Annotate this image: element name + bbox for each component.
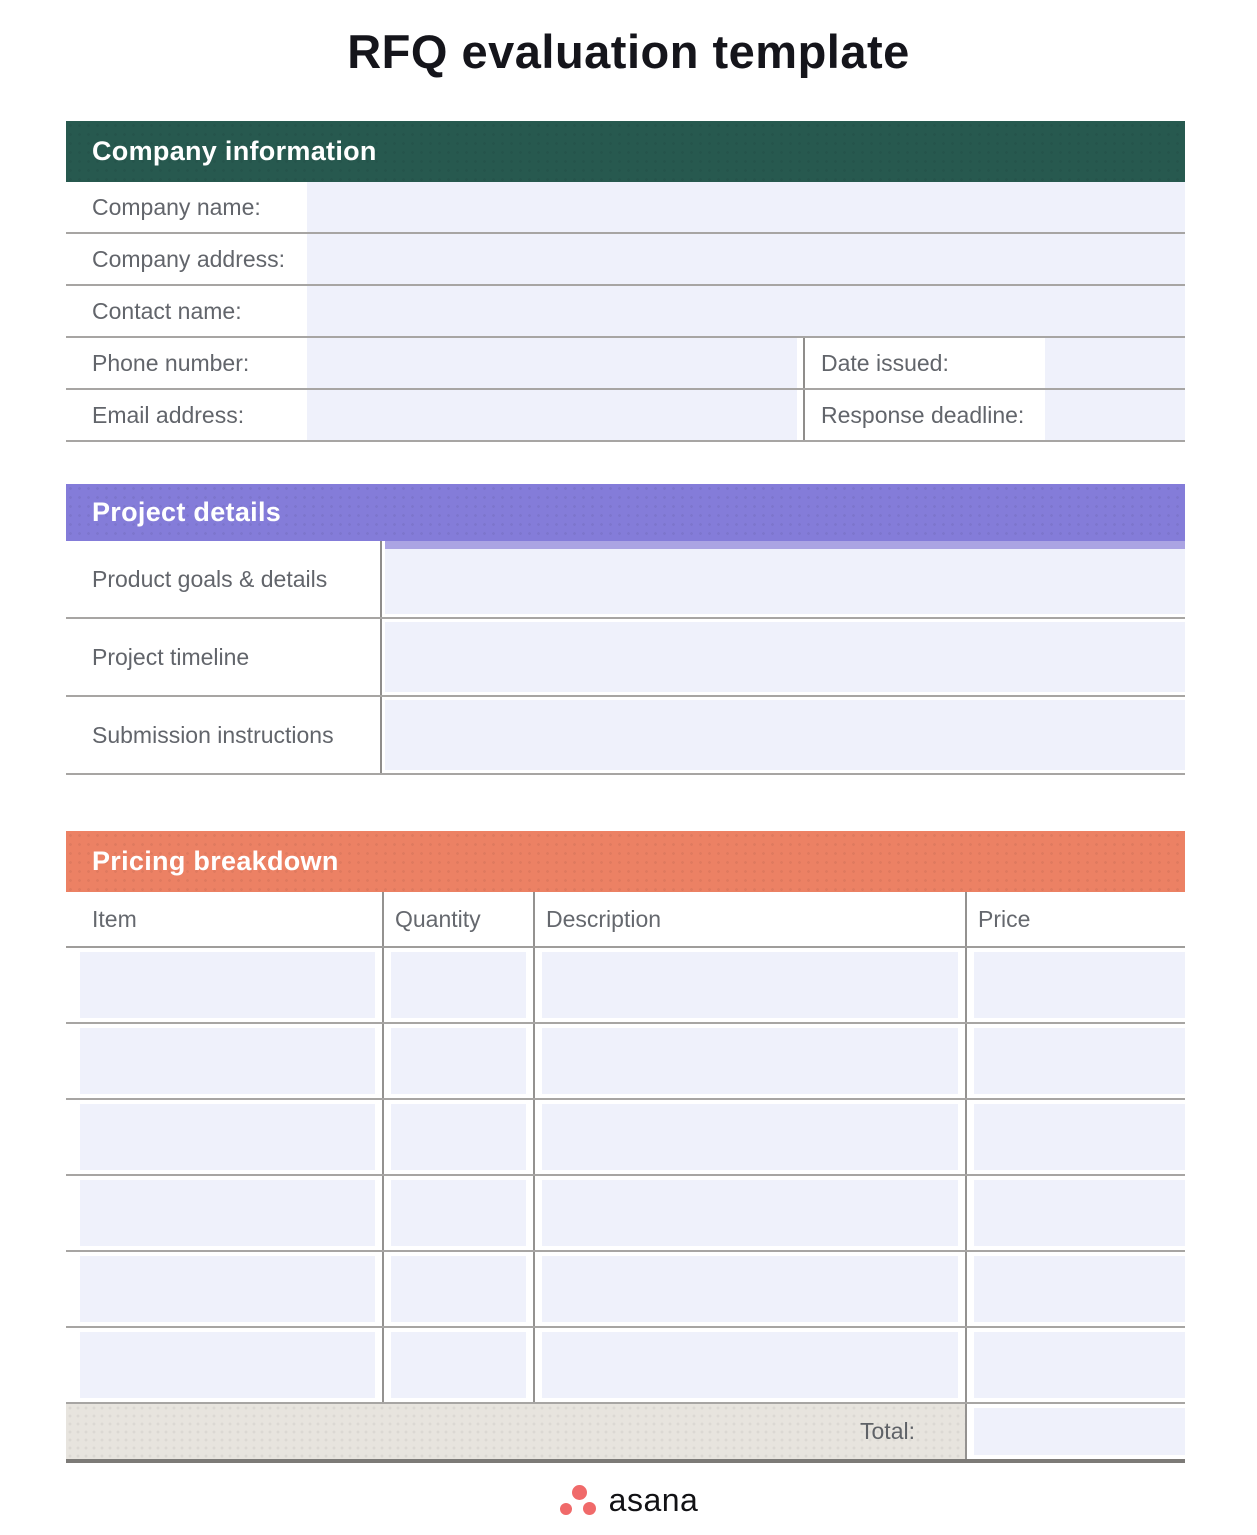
submission-instructions-label: Submission instructions bbox=[66, 697, 382, 773]
pricing-row bbox=[66, 1024, 1185, 1100]
pricing-breakdown-header bbox=[66, 831, 1185, 892]
email-address-input[interactable] bbox=[307, 390, 797, 440]
quantity-input[interactable] bbox=[391, 952, 526, 1018]
item-column-header: Item bbox=[92, 905, 137, 932]
project-details-section bbox=[66, 484, 1185, 775]
asana-wordmark: asana bbox=[608, 1482, 699, 1518]
item-cell bbox=[66, 1328, 382, 1402]
total-label-cell bbox=[66, 1404, 965, 1459]
quantity-column-header: Quantity bbox=[382, 892, 533, 946]
description-cell bbox=[533, 1176, 965, 1250]
project-timeline-label: Project timeline bbox=[66, 619, 382, 695]
pricing-row bbox=[66, 1328, 1185, 1404]
project-details-title: Project details bbox=[92, 497, 282, 527]
company-name-row bbox=[66, 182, 1185, 234]
quantity-cell bbox=[382, 1328, 533, 1402]
description-input[interactable] bbox=[542, 1104, 958, 1170]
total-price-cell bbox=[965, 1404, 1185, 1459]
item-cell bbox=[66, 948, 382, 1022]
item-input[interactable] bbox=[80, 1104, 375, 1170]
description-cell bbox=[533, 948, 965, 1022]
contact-name-row bbox=[66, 286, 1185, 338]
description-input[interactable] bbox=[542, 1332, 958, 1398]
price-input[interactable] bbox=[974, 1104, 1185, 1170]
logo-dot bbox=[560, 1503, 572, 1515]
total-row bbox=[66, 1404, 1185, 1463]
response-deadline-label: Response deadline: bbox=[821, 401, 1025, 428]
company-address-input[interactable] bbox=[307, 234, 1185, 284]
response-deadline-cell bbox=[803, 390, 1185, 440]
price-input[interactable] bbox=[974, 1028, 1185, 1094]
item-input[interactable] bbox=[80, 1028, 375, 1094]
item-input[interactable] bbox=[80, 1256, 375, 1322]
page-title: RFQ evaluation template bbox=[347, 25, 910, 78]
company-information-title: Company information bbox=[92, 136, 377, 166]
price-cell bbox=[965, 1328, 1185, 1402]
phone-number-input[interactable] bbox=[307, 338, 797, 388]
company-name-input[interactable] bbox=[307, 182, 1185, 232]
price-input[interactable] bbox=[974, 1256, 1185, 1322]
header-accent-strip bbox=[385, 541, 1185, 549]
quantity-cell bbox=[382, 1100, 533, 1174]
quantity-input[interactable] bbox=[391, 1104, 526, 1170]
price-input[interactable] bbox=[974, 1180, 1185, 1246]
quantity-input[interactable] bbox=[391, 1028, 526, 1094]
footer bbox=[0, 1484, 1257, 1516]
quantity-cell bbox=[382, 948, 533, 1022]
project-details-header bbox=[66, 484, 1185, 541]
response-deadline-input[interactable] bbox=[1045, 390, 1185, 440]
description-cell bbox=[533, 1100, 965, 1174]
logo-dot bbox=[572, 1485, 587, 1500]
description-cell bbox=[533, 1328, 965, 1402]
price-cell bbox=[965, 1176, 1185, 1250]
quantity-input[interactable] bbox=[391, 1256, 526, 1322]
pricing-breakdown-section bbox=[66, 831, 1185, 1463]
price-cell bbox=[965, 1024, 1185, 1098]
project-timeline-input[interactable] bbox=[385, 622, 1185, 692]
pricing-row bbox=[66, 1176, 1185, 1252]
pricing-row bbox=[66, 948, 1185, 1024]
description-column-header: Description bbox=[533, 892, 965, 946]
item-cell bbox=[66, 1252, 382, 1326]
item-cell bbox=[66, 1100, 382, 1174]
pricing-column-header-row bbox=[66, 892, 1185, 948]
price-cell bbox=[965, 948, 1185, 1022]
company-information-section bbox=[66, 121, 1185, 442]
email-deadline-row bbox=[66, 390, 1185, 442]
description-input[interactable] bbox=[542, 952, 958, 1018]
contact-name-label: Contact name: bbox=[92, 297, 242, 324]
pricing-breakdown-title: Pricing breakdown bbox=[92, 846, 339, 876]
item-input[interactable] bbox=[80, 1332, 375, 1398]
submission-instructions-row bbox=[66, 697, 1185, 775]
quantity-cell bbox=[382, 1252, 533, 1326]
phone-date-row bbox=[66, 338, 1185, 390]
description-cell bbox=[533, 1252, 965, 1326]
date-issued-cell bbox=[803, 338, 1185, 388]
quantity-cell bbox=[382, 1024, 533, 1098]
project-timeline-row bbox=[66, 619, 1185, 697]
pricing-row bbox=[66, 1252, 1185, 1328]
item-input[interactable] bbox=[80, 1180, 375, 1246]
total-label: Total: bbox=[860, 1418, 915, 1444]
description-input[interactable] bbox=[542, 1028, 958, 1094]
item-cell bbox=[66, 1176, 382, 1250]
price-column-header: Price bbox=[965, 892, 1185, 946]
company-information-header bbox=[66, 121, 1185, 182]
company-address-row bbox=[66, 234, 1185, 286]
pricing-row bbox=[66, 1100, 1185, 1176]
contact-name-input[interactable] bbox=[307, 286, 1185, 336]
total-price-input[interactable] bbox=[974, 1408, 1185, 1455]
price-input[interactable] bbox=[974, 952, 1185, 1018]
quantity-input[interactable] bbox=[391, 1332, 526, 1398]
description-input[interactable] bbox=[542, 1256, 958, 1322]
date-issued-input[interactable] bbox=[1045, 338, 1185, 388]
item-input[interactable] bbox=[80, 952, 375, 1018]
price-input[interactable] bbox=[974, 1332, 1185, 1398]
description-cell bbox=[533, 1024, 965, 1098]
date-issued-label: Date issued: bbox=[821, 349, 949, 376]
asana-logo-icon bbox=[559, 1485, 598, 1516]
price-cell bbox=[965, 1252, 1185, 1326]
item-cell bbox=[66, 1024, 382, 1098]
logo-dot bbox=[583, 1502, 596, 1515]
quantity-cell bbox=[382, 1176, 533, 1250]
product-goals-label: Product goals & details bbox=[66, 541, 382, 617]
submission-instructions-input[interactable] bbox=[385, 700, 1185, 770]
product-goals-input[interactable] bbox=[385, 544, 1185, 614]
email-address-label: Email address: bbox=[92, 401, 245, 428]
product-goals-row bbox=[66, 541, 1185, 619]
company-name-label: Company name: bbox=[92, 193, 261, 220]
price-cell bbox=[965, 1100, 1185, 1174]
description-input[interactable] bbox=[542, 1180, 958, 1246]
phone-number-label: Phone number: bbox=[92, 349, 250, 376]
quantity-input[interactable] bbox=[391, 1180, 526, 1246]
company-address-label: Company address: bbox=[92, 245, 286, 272]
